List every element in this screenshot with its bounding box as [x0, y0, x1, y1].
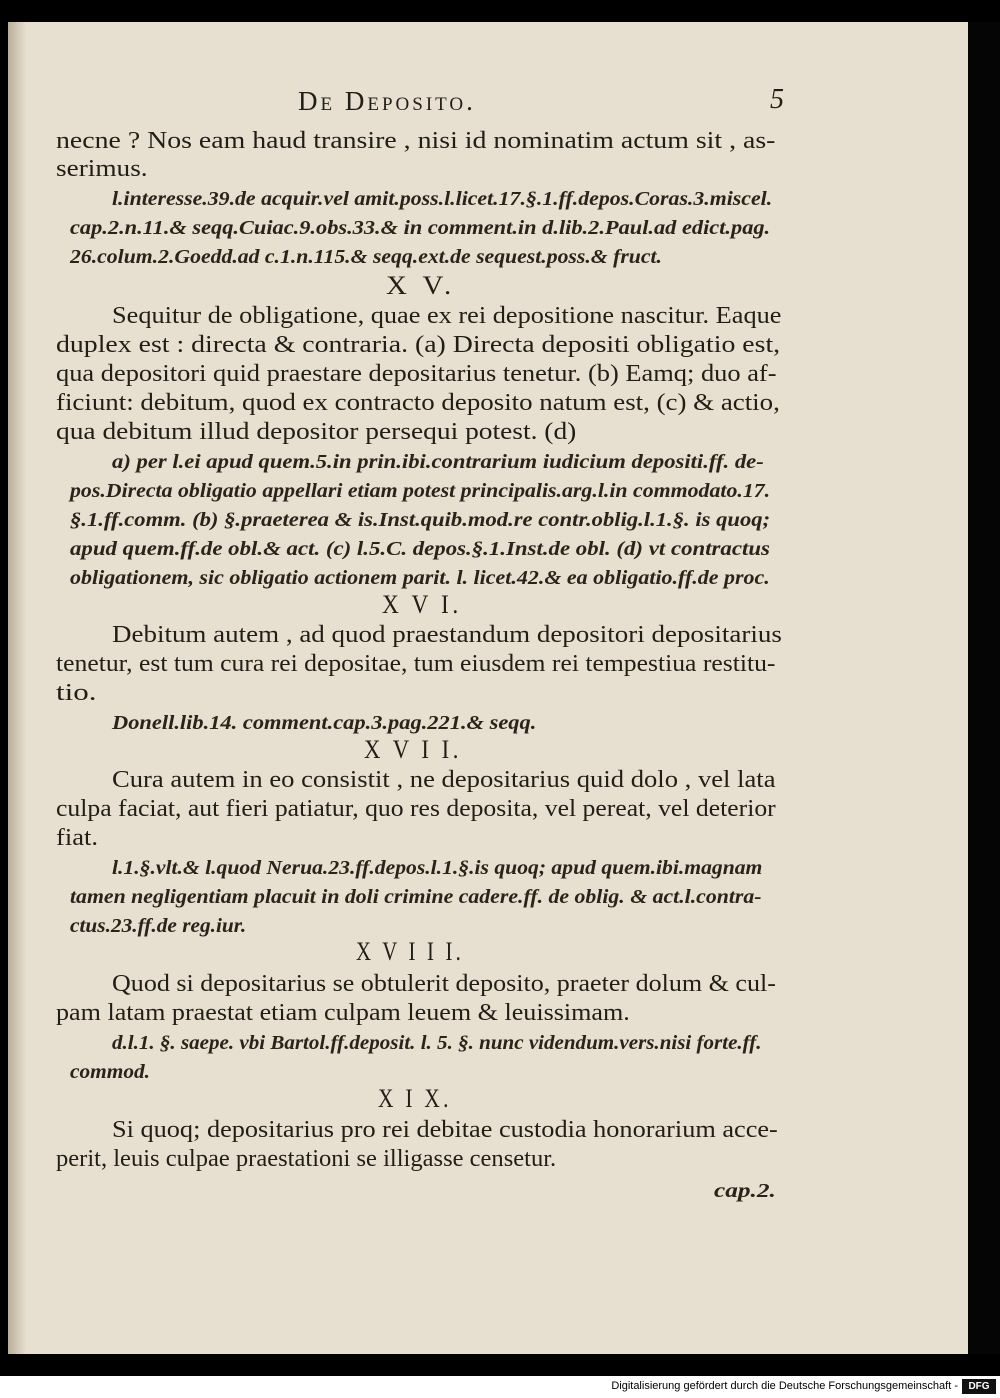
scan-edge [968, 22, 1000, 1354]
citation-line: cap.2. [714, 1180, 776, 1202]
text-line: Debitum autem , ad quod praestandum depositori depositarius [112, 622, 782, 648]
text-line: perit, leuis culpae praestationi se illigasse censetur. [56, 1146, 557, 1172]
citation-line: l.interesse.39.de acquir.vel amit.poss.l.licet.17.§.1.ff.depos.Coras.3.miscel. [112, 188, 773, 210]
text-line: serimus. [56, 156, 148, 182]
citation-line: pos.Directa obligatio appellari etiam potest principalis.arg.l.in commodato.17. [70, 480, 771, 502]
running-head: De Deposito. [298, 86, 476, 116]
funding-notice: Digitalisierung gefördert durch die Deutsche Forschungsgemeinschaft - [611, 1380, 958, 1392]
section-heading: X V I I I. [356, 937, 465, 966]
citation-line: ctus.23.ff.de reg.iur. [70, 915, 247, 937]
text-line: necne ? Nos eam haud transire , nisi id nominatim actum sit , as- [56, 128, 776, 154]
book-page [8, 22, 968, 1354]
section-heading: X V. [386, 271, 456, 300]
text-line: Cura autem in eo consistit , ne depositarius quid dolo , vel lata [112, 767, 776, 793]
page-gutter [8, 22, 26, 1354]
section-heading: X I X. [378, 1084, 452, 1113]
citation-line: obligationem, sic obligatio actionem parit. l. licet.42.& ea obligatio.ff.de proc. [70, 567, 770, 589]
citation-line: commod. [70, 1061, 150, 1083]
citation-line: cap.2.n.11.& seqq.Cuiac.9.obs.33.& in comment.in d.lib.2.Paul.ad edict.pag. [70, 217, 771, 239]
citation-line: a) per l.ei apud quem.5.in prin.ibi.contrarium iudicium depositi.ff. de- [112, 451, 764, 473]
page-number: 5 [770, 84, 784, 115]
footer-bar [0, 1376, 1000, 1398]
section-heading: X V I. [382, 590, 462, 619]
text-line: culpa faciat, aut fieri patiatur, quo res deposita, vel pereat, vel deterior [56, 796, 776, 822]
citation-line: 26.colum.2.Goedd.ad c.1.n.115.& seqq.ext.de sequest.poss.& fruct. [70, 246, 662, 268]
dfg-logo: DFG [962, 1379, 996, 1394]
section-heading: X V I I. [364, 735, 462, 764]
citation-line: §.1.ff.comm. (b) §.praeterea & is.Inst.quib.mod.re contr.oblig.l.1.§. is quoq; [70, 509, 771, 531]
citation-line: Donell.lib.14. comment.cap.3.pag.221.& seqq. [112, 712, 537, 734]
text-line: ficiunt: debitum, quod ex contracto deposito natum est, (c) & actio, [56, 390, 780, 416]
text-line: duplex est : directa & contraria. (a) Directa depositi obligatio est, [56, 332, 781, 358]
text-line: tenetur, est tum cura rei depositae, tum eiusdem rei tempestiua restitu- [56, 651, 776, 677]
citation-line: apud quem.ff.de obl.& act. (c) l.5.C. depos.§.1.Inst.de obl. (d) vt contractus [70, 538, 770, 560]
text-line: Si quoq; depositarius pro rei debitae custodia honorarium acce- [112, 1117, 778, 1143]
citation-line: d.l.1. §. saepe. vbi Bartol.ff.deposit. l. 5. §. nunc videndum.vers.nisi forte.ff. [112, 1032, 762, 1054]
text-line: qua debitum illud depositor persequi potest. (d) [56, 419, 577, 445]
text-line: tio. [56, 680, 97, 706]
text-line: Quod si depositarius se obtulerit deposito, praeter dolum & cul- [112, 971, 776, 997]
text-line: fiat. [56, 825, 98, 851]
citation-line: l.1.§.vlt.& l.quod Nerua.23.ff.depos.l.1.§.is quoq; apud quem.ibi.magnam [112, 857, 763, 879]
text-line: qua depositori quid praestare depositarius tenetur. (b) Eamq; duo af- [56, 361, 777, 387]
text-line: Sequitur de obligatione, quae ex rei depositione nascitur. Eaque [112, 303, 782, 329]
citation-line: tamen negligentiam placuit in doli crimine cadere.ff. de oblig. & act.l.contra- [70, 886, 762, 908]
text-line: pam latam praestat etiam culpam leuem & leuissimam. [56, 1000, 630, 1026]
